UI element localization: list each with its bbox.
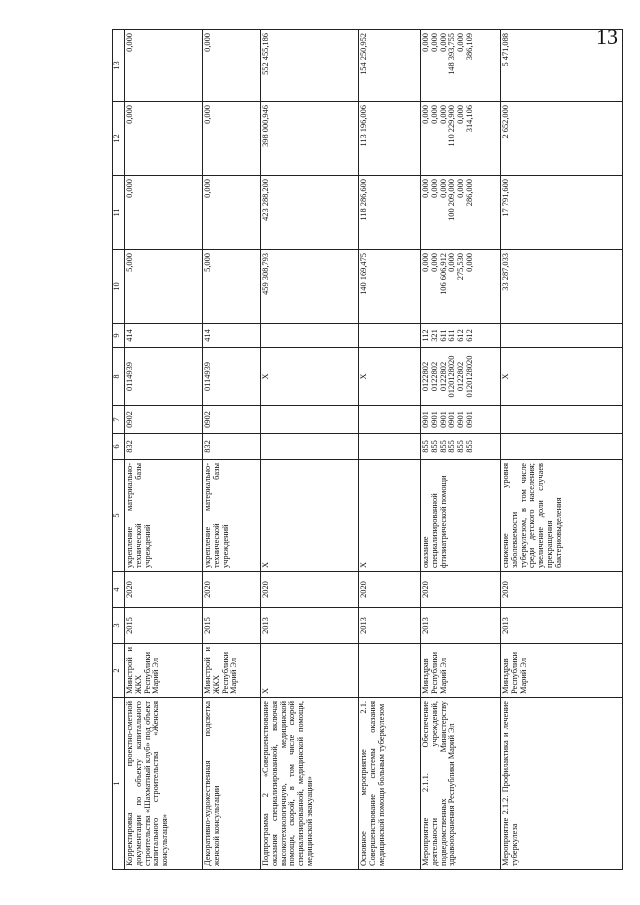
cell-value: 275,530 [456, 253, 466, 281]
cell-value: 855 [421, 440, 430, 453]
expense-type-cell [501, 324, 623, 348]
cell-value: 140 169,475 [359, 253, 368, 295]
cell-value: 855 [465, 440, 475, 453]
activity-name-cell: Корректировка проектно-сметной документации по объекту капитального строительства «Шахматный клуб» под объект капитального строительства «Женская консультация» [125, 698, 203, 870]
amount-2015-cell [261, 176, 359, 250]
activity-name-cell: Декоративно-художественная подсветка женской консультации [203, 698, 261, 870]
table-row-activity-2-1-1 [421, 30, 501, 870]
activity-name-cell: Подпрограмма 2 «Совершенствование оказания специализированной, включая высокотехнологичную, медицинской помощи, скорой, в том числе скорой специализированной, медицинской помощи, медицинской эвакуации» [261, 698, 359, 870]
table-row-activity-2-1-2 [501, 30, 623, 870]
page-number: 13 [596, 24, 618, 49]
start-year-cell: 2013 [261, 608, 359, 644]
table-row-facade-lighting [203, 30, 261, 870]
grbs-code-cell [501, 434, 623, 460]
cell-value: 423 288,200 [261, 179, 270, 221]
amount-2016-cell [421, 102, 501, 176]
cell-value: 855 [456, 440, 466, 453]
cell-value: 612 [465, 329, 475, 342]
program-budget-table [112, 29, 623, 870]
cell-value: 0,000 [203, 105, 212, 124]
grbs-code-cell [421, 434, 501, 460]
expected-result-cell: укрепление материально-технической базы учреждений [125, 460, 203, 572]
expected-result-cell: укрепление материально-технической базы учреждений [203, 460, 261, 572]
section-code-cell [203, 406, 261, 434]
cell-value: 0,000 [456, 179, 466, 198]
cell-value: 552 455,186 [261, 33, 270, 75]
amount-2017-cell [203, 30, 261, 102]
cell-value: 0901 [447, 411, 457, 428]
cell-value: 0122802 [429, 361, 439, 392]
start-year-cell: 2013 [421, 608, 501, 644]
cell-value: 0120128020 [447, 355, 457, 398]
amount-2015-cell [421, 176, 501, 250]
cell-value: 0120128020 [465, 355, 475, 398]
cell-value: 0,000 [438, 105, 448, 124]
cell-value: 0,000 [421, 105, 430, 124]
amount-2016-cell [203, 102, 261, 176]
cell-value: 0122802 [456, 361, 466, 392]
amount-2015-cell [501, 176, 623, 250]
cell-value: 112 [421, 329, 430, 342]
cell-value: 0,000 [465, 253, 475, 272]
column-header: 8 [113, 348, 125, 406]
cell-value: 398 000,946 [261, 105, 270, 147]
executor-cell: Минздрав Республики Марий Эл [501, 644, 623, 698]
start-year-cell: 2015 [125, 608, 203, 644]
cell-value: 0,000 [125, 105, 134, 124]
cell-value: 832 [125, 440, 134, 453]
cell-value: 5,000 [203, 253, 212, 272]
amount-2014-cell [421, 250, 501, 324]
amount-2016-cell [501, 102, 623, 176]
cell-value: 414 [125, 329, 134, 342]
section-code-cell [501, 406, 623, 434]
cell-value: 0901 [438, 411, 448, 428]
executor-cell: Минздрав Республики Марий Эл [421, 644, 501, 698]
cell-value: 414 [203, 329, 212, 342]
cell-value: 0,000 [429, 33, 439, 52]
amount-2017-cell [359, 30, 421, 102]
activity-name-cell: Основное мероприятие 2.1. Совершенствование системы оказания медицинской помощи больным туберкулезом [359, 698, 421, 870]
cell-value: 314,106 [465, 105, 475, 133]
cell-value: 148 393,755 [447, 33, 457, 75]
executor-cell: Минстрой и ЖКХ Республики Марий Эл [125, 644, 203, 698]
cell-value: 0902 [203, 411, 212, 428]
expense-type-cell [125, 324, 203, 348]
target-article-cell [501, 348, 623, 406]
cell-value: 0,000 [421, 179, 430, 198]
amount-2014-cell [359, 250, 421, 324]
end-year-cell: 2020 [421, 572, 501, 608]
cell-value: 0901 [465, 411, 475, 428]
section-code-cell [261, 406, 359, 434]
cell-value: 0,000 [125, 33, 134, 52]
expense-type-cell [359, 324, 421, 348]
cell-value: 832 [203, 440, 212, 453]
cell-value: 0,000 [438, 33, 448, 52]
amount-2014-cell [501, 250, 623, 324]
amount-2014-cell [125, 250, 203, 324]
column-header: 10 [113, 250, 125, 324]
cell-value: 0,000 [456, 105, 466, 124]
amount-2015-cell [203, 176, 261, 250]
table-row-main-activity-2-1 [359, 30, 421, 870]
cell-value: X [359, 373, 368, 380]
expense-type-cell [261, 324, 359, 348]
table-row-psd-correction [125, 30, 203, 870]
column-header: 4 [113, 572, 125, 608]
column-header: 9 [113, 324, 125, 348]
cell-value: 154 250,952 [359, 33, 368, 75]
cell-value: 855 [447, 440, 457, 453]
cell-value: 5,000 [125, 253, 134, 272]
grbs-code-cell [359, 434, 421, 460]
target-article-cell [125, 348, 203, 406]
cell-value: 0,000 [421, 33, 430, 52]
cell-value: 110 229,900 [447, 105, 457, 147]
executor-cell [359, 644, 421, 698]
grbs-code-cell [261, 434, 359, 460]
cell-value: 118 286,600 [359, 179, 368, 221]
column-header: 13 [113, 30, 125, 102]
cell-value: 0902 [125, 411, 134, 428]
column-header: 7 [113, 406, 125, 434]
target-article-cell [203, 348, 261, 406]
amount-2014-cell [261, 250, 359, 324]
column-header: 11 [113, 176, 125, 250]
cell-value: 459 308,793 [261, 253, 270, 295]
amount-2015-cell [125, 176, 203, 250]
executor-cell: X [261, 644, 359, 698]
cell-value: 113 196,006 [359, 105, 368, 147]
section-code-cell [359, 406, 421, 434]
cell-value: 0,000 [429, 253, 439, 272]
cell-value: 611 [438, 329, 448, 342]
cell-value: 17 791,600 [501, 179, 510, 217]
cell-value: 0,000 [421, 253, 430, 272]
cell-value: 286,000 [465, 179, 475, 207]
cell-value: X [261, 373, 270, 380]
amount-2014-cell [203, 250, 261, 324]
cell-value: 386,109 [465, 33, 475, 61]
end-year-cell: 2020 [125, 572, 203, 608]
column-header: 1 [113, 698, 125, 870]
amount-2015-cell [359, 176, 421, 250]
cell-value: 0,000 [203, 33, 212, 52]
end-year-cell: 2020 [359, 572, 421, 608]
column-header: 12 [113, 102, 125, 176]
section-code-cell [125, 406, 203, 434]
start-year-cell: 2013 [359, 608, 421, 644]
cell-value: 0,000 [447, 253, 457, 272]
cell-value: 33 287,033 [501, 253, 510, 291]
amount-2016-cell [261, 102, 359, 176]
cell-value: 0,000 [125, 179, 134, 198]
executor-cell: Минстрой и ЖКХ Республики Марий Эл [203, 644, 261, 698]
grbs-code-cell [203, 434, 261, 460]
column-header: 6 [113, 434, 125, 460]
cell-value: 0114939 [203, 362, 212, 392]
cell-value: 611 [447, 329, 457, 342]
amount-2017-cell [501, 30, 623, 102]
cell-value: 5 471,088 [501, 33, 510, 67]
section-code-cell [421, 406, 501, 434]
expense-type-cell [421, 324, 501, 348]
activity-name-cell: Мероприятие 2.1.1. Обеспечение деятельности учреждений, подведомственных Министерству здравоохранения Республики Марий Эл [421, 698, 501, 870]
amount-2017-cell [261, 30, 359, 102]
cell-value: 0,000 [203, 179, 212, 198]
cell-value: 0901 [456, 411, 466, 428]
expected-result-cell: снижение уровня заболеваемости туберкулезом, в том числе среди детского населения; увеличение доли случаев прекращения бактериовыделения [501, 460, 623, 572]
cell-value: 855 [429, 440, 439, 453]
cell-value: 0901 [421, 411, 430, 428]
start-year-cell: 2015 [203, 608, 261, 644]
cell-value: 0122802 [421, 361, 430, 392]
target-article-cell [359, 348, 421, 406]
cell-value: 0,000 [438, 179, 448, 198]
amount-2016-cell [125, 102, 203, 176]
cell-value: 855 [438, 440, 448, 453]
table-body [125, 30, 623, 870]
cell-value: 612 [456, 329, 466, 342]
end-year-cell: 2020 [261, 572, 359, 608]
amount-2016-cell [359, 102, 421, 176]
expected-result-cell: X [359, 460, 421, 572]
cell-value: 0,000 [456, 33, 466, 52]
end-year-cell: 2020 [501, 572, 623, 608]
expense-type-cell [203, 324, 261, 348]
column-header: 2 [113, 644, 125, 698]
target-article-cell [261, 348, 359, 406]
cell-value: X [501, 373, 510, 380]
cell-value: 0901 [429, 411, 439, 428]
column-header: 5 [113, 460, 125, 572]
grbs-code-cell [125, 434, 203, 460]
activity-name-cell: Мероприятие 2.1.2. Профилактика и лечение туберкулеза [501, 698, 623, 870]
start-year-cell: 2013 [501, 608, 623, 644]
table-row-subprogram-2 [261, 30, 359, 870]
expected-result-cell: оказание специализированной фтизиатрической помощи [421, 460, 501, 572]
end-year-cell: 2020 [203, 572, 261, 608]
column-header: 3 [113, 608, 125, 644]
cell-value: 0122802 [438, 361, 448, 392]
rotated-table-container [112, 30, 617, 870]
amount-2017-cell [125, 30, 203, 102]
target-article-cell [421, 348, 501, 406]
cell-value: 0114939 [125, 362, 134, 392]
expected-result-cell: X [261, 460, 359, 572]
cell-value: 100 209,000 [447, 179, 457, 221]
cell-value: 0,000 [429, 179, 439, 198]
table-header-row [113, 30, 125, 870]
cell-value: 321 [429, 329, 439, 342]
cell-value: 2 652,000 [501, 105, 510, 139]
cell-value: 106 606,912 [438, 253, 448, 295]
amount-2017-cell [421, 30, 501, 102]
cell-value: 0,000 [429, 105, 439, 124]
